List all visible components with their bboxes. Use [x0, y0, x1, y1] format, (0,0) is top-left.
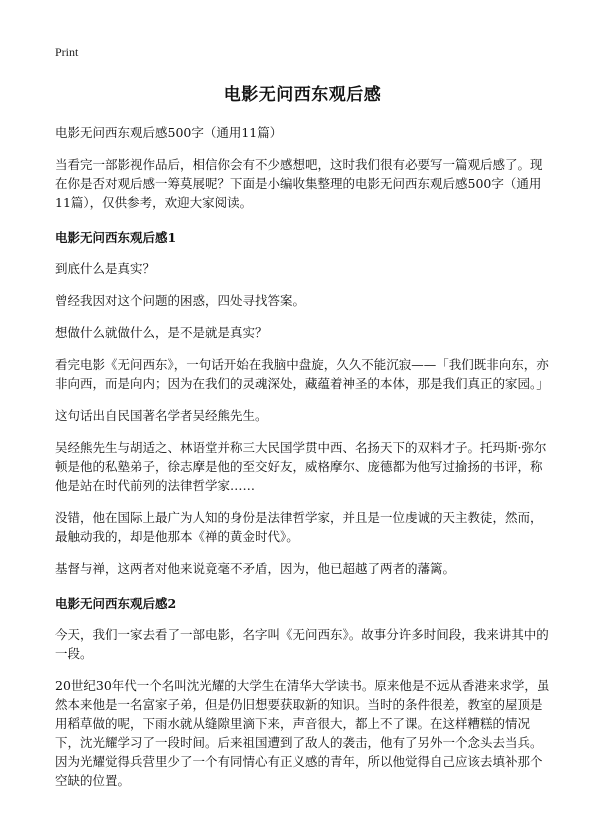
paragraph: 曾经我因对这个问题的困惑，四处寻找答案。 — [55, 293, 306, 308]
document-body — [55, 80, 550, 803]
paragraph: 这句话出自民国著名学者吴经熊先生。 — [55, 408, 268, 423]
page-title: 电影无问西东观后感 — [223, 85, 382, 105]
intro-paragraph: 当看完一部影视作品后，相信你会有不少感想吧，这时我们很有必要写一篇观后感了。现在你是否对观后感一筹莫展呢？下面是小编收集整理的电影无问西东观后感500字（通用11篇），仅供参考，欢迎大家阅读。 — [55, 157, 543, 210]
paragraph: 吴经熊先生与胡适之、林语堂并称三大民国学贯中西、名扬天下的双料才子。托玛斯·弥尔顿是他的私塾弟子，徐志摩是他的至交好友，威格摩尔、庞德都为他写过揄扬的书评，称他是站在时代前列的法律哲学家…… — [55, 440, 547, 493]
paragraph: 20世纪30年代一个名叫沈光耀的大学生在清华大学读书。原来他是不远从香港来求学，虽然本来他是一名富家子弟，但是仍旧想要获取新的知识。当时的条件很差，教室的屋顶是用稻草做的呢，下雨水就从缝隙里滴下来，声音很大，都上不了课。在这样糟糕的情况下，沈光耀学习了一段时间。后来祖国遭到了敌人的袭击，他有了另外一个念头去当兵。因为光耀觉得兵营里少了一个有同情心有正义感的青年，所以他觉得自己应该去填补那个空缺的位置。 — [55, 678, 550, 788]
section-heading-2: 电影无问西东观后感2 — [55, 596, 177, 611]
document-subtitle: 电影无问西东观后感500字（通用11篇） — [55, 125, 283, 140]
section-heading-1: 电影无问西东观后感1 — [55, 230, 177, 245]
paragraph: 基督与禅，这两者对他来说竟毫不矛盾，因为，他已超越了两者的藩篱。 — [55, 561, 456, 576]
paragraph: 没错，他在国际上最广为人知的身份是法律哲学家，并且是一位虔诚的天主教徒，然而，最触动我的，却是他那本《禅的黄金时代》。 — [55, 510, 543, 544]
paragraph: 到底什么是真实？ — [55, 261, 156, 276]
paragraph: 今天，我们一家去看了一部电影，名字叫《无问西东》。故事分许多时间段，我来讲其中的一段。 — [55, 627, 549, 661]
print-link[interactable]: Print — [55, 45, 79, 59]
paragraph: 想做什么就做什么，是不是就是真实？ — [55, 325, 268, 340]
paragraph: 看完电影《无问西东》，一句话开始在我脑中盘旋，久久不能沉寂——「我们既非向东，亦非向西，而是向内；因为在我们的灵魂深处，藏蕴着神圣的本体，那是我们真正的家园。」 — [55, 357, 549, 391]
